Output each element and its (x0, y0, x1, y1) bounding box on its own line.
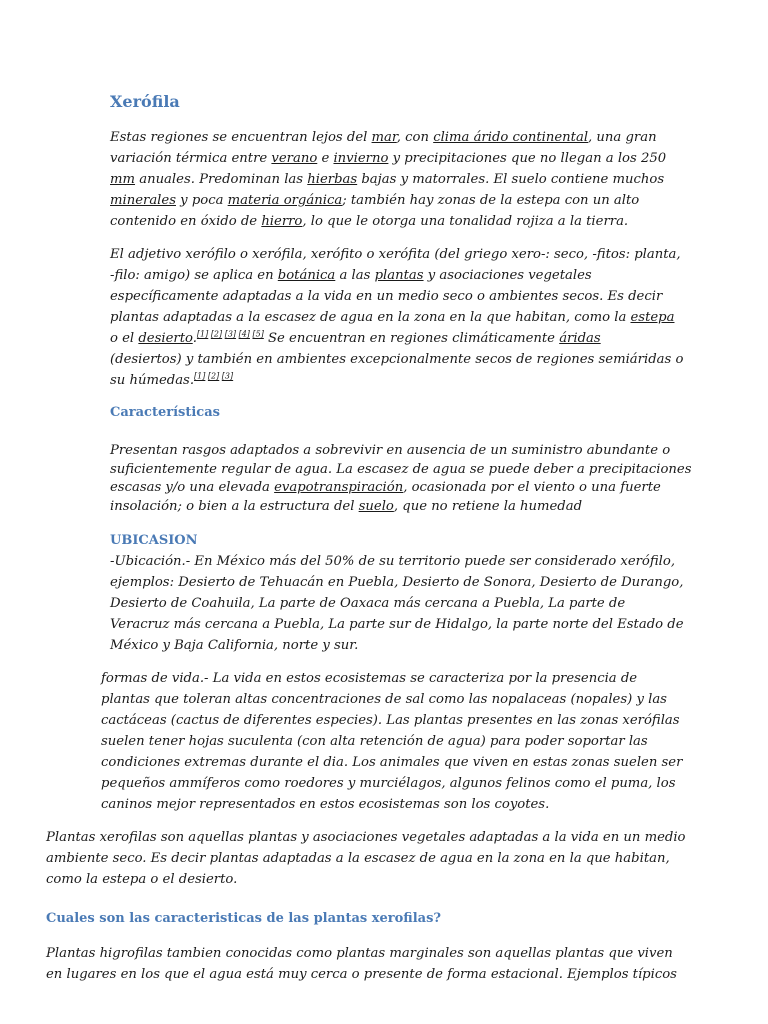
footnote-ref[interactable]: [1] (194, 371, 206, 381)
footnote-ref[interactable]: [2] (210, 329, 223, 339)
link-mar[interactable]: mar (371, 130, 397, 145)
link-evapotranspiracion[interactable]: evapotranspiración (274, 480, 404, 495)
footnote-ref[interactable]: [1] (196, 329, 209, 339)
link-estepa[interactable]: estepa (630, 310, 675, 325)
heading-cuales: Cuales son las caracteristicas de las plantas xerofilas? (46, 911, 442, 926)
paragraph-hygrophile-plants: Plantas higrofilas tambien conocidas como plantas marginales son aquellas plantas que viven en lugares en los que el agua está muy cerca o presente de forma estacional. Ejemplos típicos (46, 946, 677, 982)
link-mm[interactable]: mm (110, 172, 136, 187)
paragraph-location: -Ubicación.- En México más del 50% de su territorio puede ser considerado xerófilo, ejemplos: Desierto de Tehuacán en Puebla, Desierto de Sonora, Desierto de Durango, Desierto de Coahuila, La parte de Oaxaca más cercana a Puebla, La parte de Veracruz más cercana a Puebla, La parte sur de Hidalgo, la parte norte del Estado de México y Baja California, norte y sur. (110, 554, 684, 653)
link-plantas[interactable]: plantas (374, 268, 424, 283)
paragraph-climate: Estas regiones se encuentran lejos del mar, con clima árido continental, una gran variación térmica entre verano e invierno y precipitaciones que no llegan a los 250 mm anuales. Predominan las hierbas bajas y matorrales. El suelo contiene muchos minerales y poca materia orgánica; también hay zonas de la estepa con un alto contenido en óxido de hierro, lo que le otorga una tonalidad rojiza a la tierra. (110, 130, 667, 229)
footnote-ref[interactable]: [2] (207, 371, 220, 381)
footnote-ref[interactable]: [5] (252, 329, 264, 339)
link-desierto[interactable]: desierto (138, 331, 193, 346)
footnote-ref[interactable]: [3] (221, 371, 234, 381)
paragraph-characteristics: Presentan rasgos adaptados a sobrevivir en ausencia de un suministro abundante o suficientemente regular de agua. La escasez de agua se puede deber a precipitaciones escasas y/o una elevada evapotranspiración, ocasionada por el viento o una fuerte insolación; o bien a la estructura del suelo, que no retiene la humedad (110, 443, 692, 514)
page-title: Xerófila (110, 92, 180, 111)
link-materia-organica[interactable]: materia orgánica (227, 193, 343, 208)
link-hierro[interactable]: hierro (261, 214, 303, 229)
link-invierno[interactable]: invierno (333, 151, 389, 166)
paragraph-life-forms: formas de vida.- La vida en estos ecosistemas se caracteriza por la presencia de plantas que toleran altas concentraciones de sal como las nopalaceas (nopales) y las cactáceas (cactus de diferentes especies). Las plantas presentes en las zonas xerófilas suelen tener hojas suculenta (con alta retención de agua) para poder soportar las condiciones extremas durante el dia. Los animales que viven en estas zonas suelen ser pequeños ammíferos como roedores y murciélagos, algunos felinos como el puma, los caninos mejor representados en estos ecosistemas son los coyotes. (101, 671, 683, 812)
link-botanica[interactable]: botánica (277, 268, 336, 283)
link-suelo[interactable]: suelo (358, 498, 394, 514)
link-minerales[interactable]: minerales (110, 193, 176, 208)
footnote-ref[interactable]: [3] (224, 329, 237, 339)
link-aridas[interactable]: áridas (559, 331, 601, 346)
heading-caracteristicas: Características (110, 405, 220, 420)
paragraph-definition: El adjetivo xerófilo o xerófila, xerófito o xerófita (del griego xero-: seco, -fitos: planta, -filo: amigo) se aplica en botánica a las plantas y asociaciones vegetales específicamente adaptadas a la vida en un medio seco o ambientes secos. Es decir plantas adaptadas a la escasez de agua en la zona en la que habitan, como la estepa o el desierto.[1] [2] [3] [4] [5] Se encuentran en regiones climáticamente áridas (desiertos) y también en ambientes excepcionalmente secos de regiones semiáridas o su húmedas.[1] [2] [3] (110, 247, 684, 388)
paragraph-xerophile-plants: Plantas xerofilas son aquellas plantas y asociaciones vegetales adaptadas a la vida en un medio ambiente seco. Es decir plantas adaptadas a la escasez de agua en la zona en la que habitan, como la estepa o el desierto. (46, 830, 686, 887)
link-clima-arido[interactable]: clima árido continental (433, 130, 589, 145)
footnote-ref[interactable]: [4] (238, 329, 250, 339)
heading-ubicacion: UBICASION (110, 533, 198, 548)
link-verano[interactable]: verano (271, 151, 318, 166)
link-hierbas[interactable]: hierbas (307, 172, 358, 187)
